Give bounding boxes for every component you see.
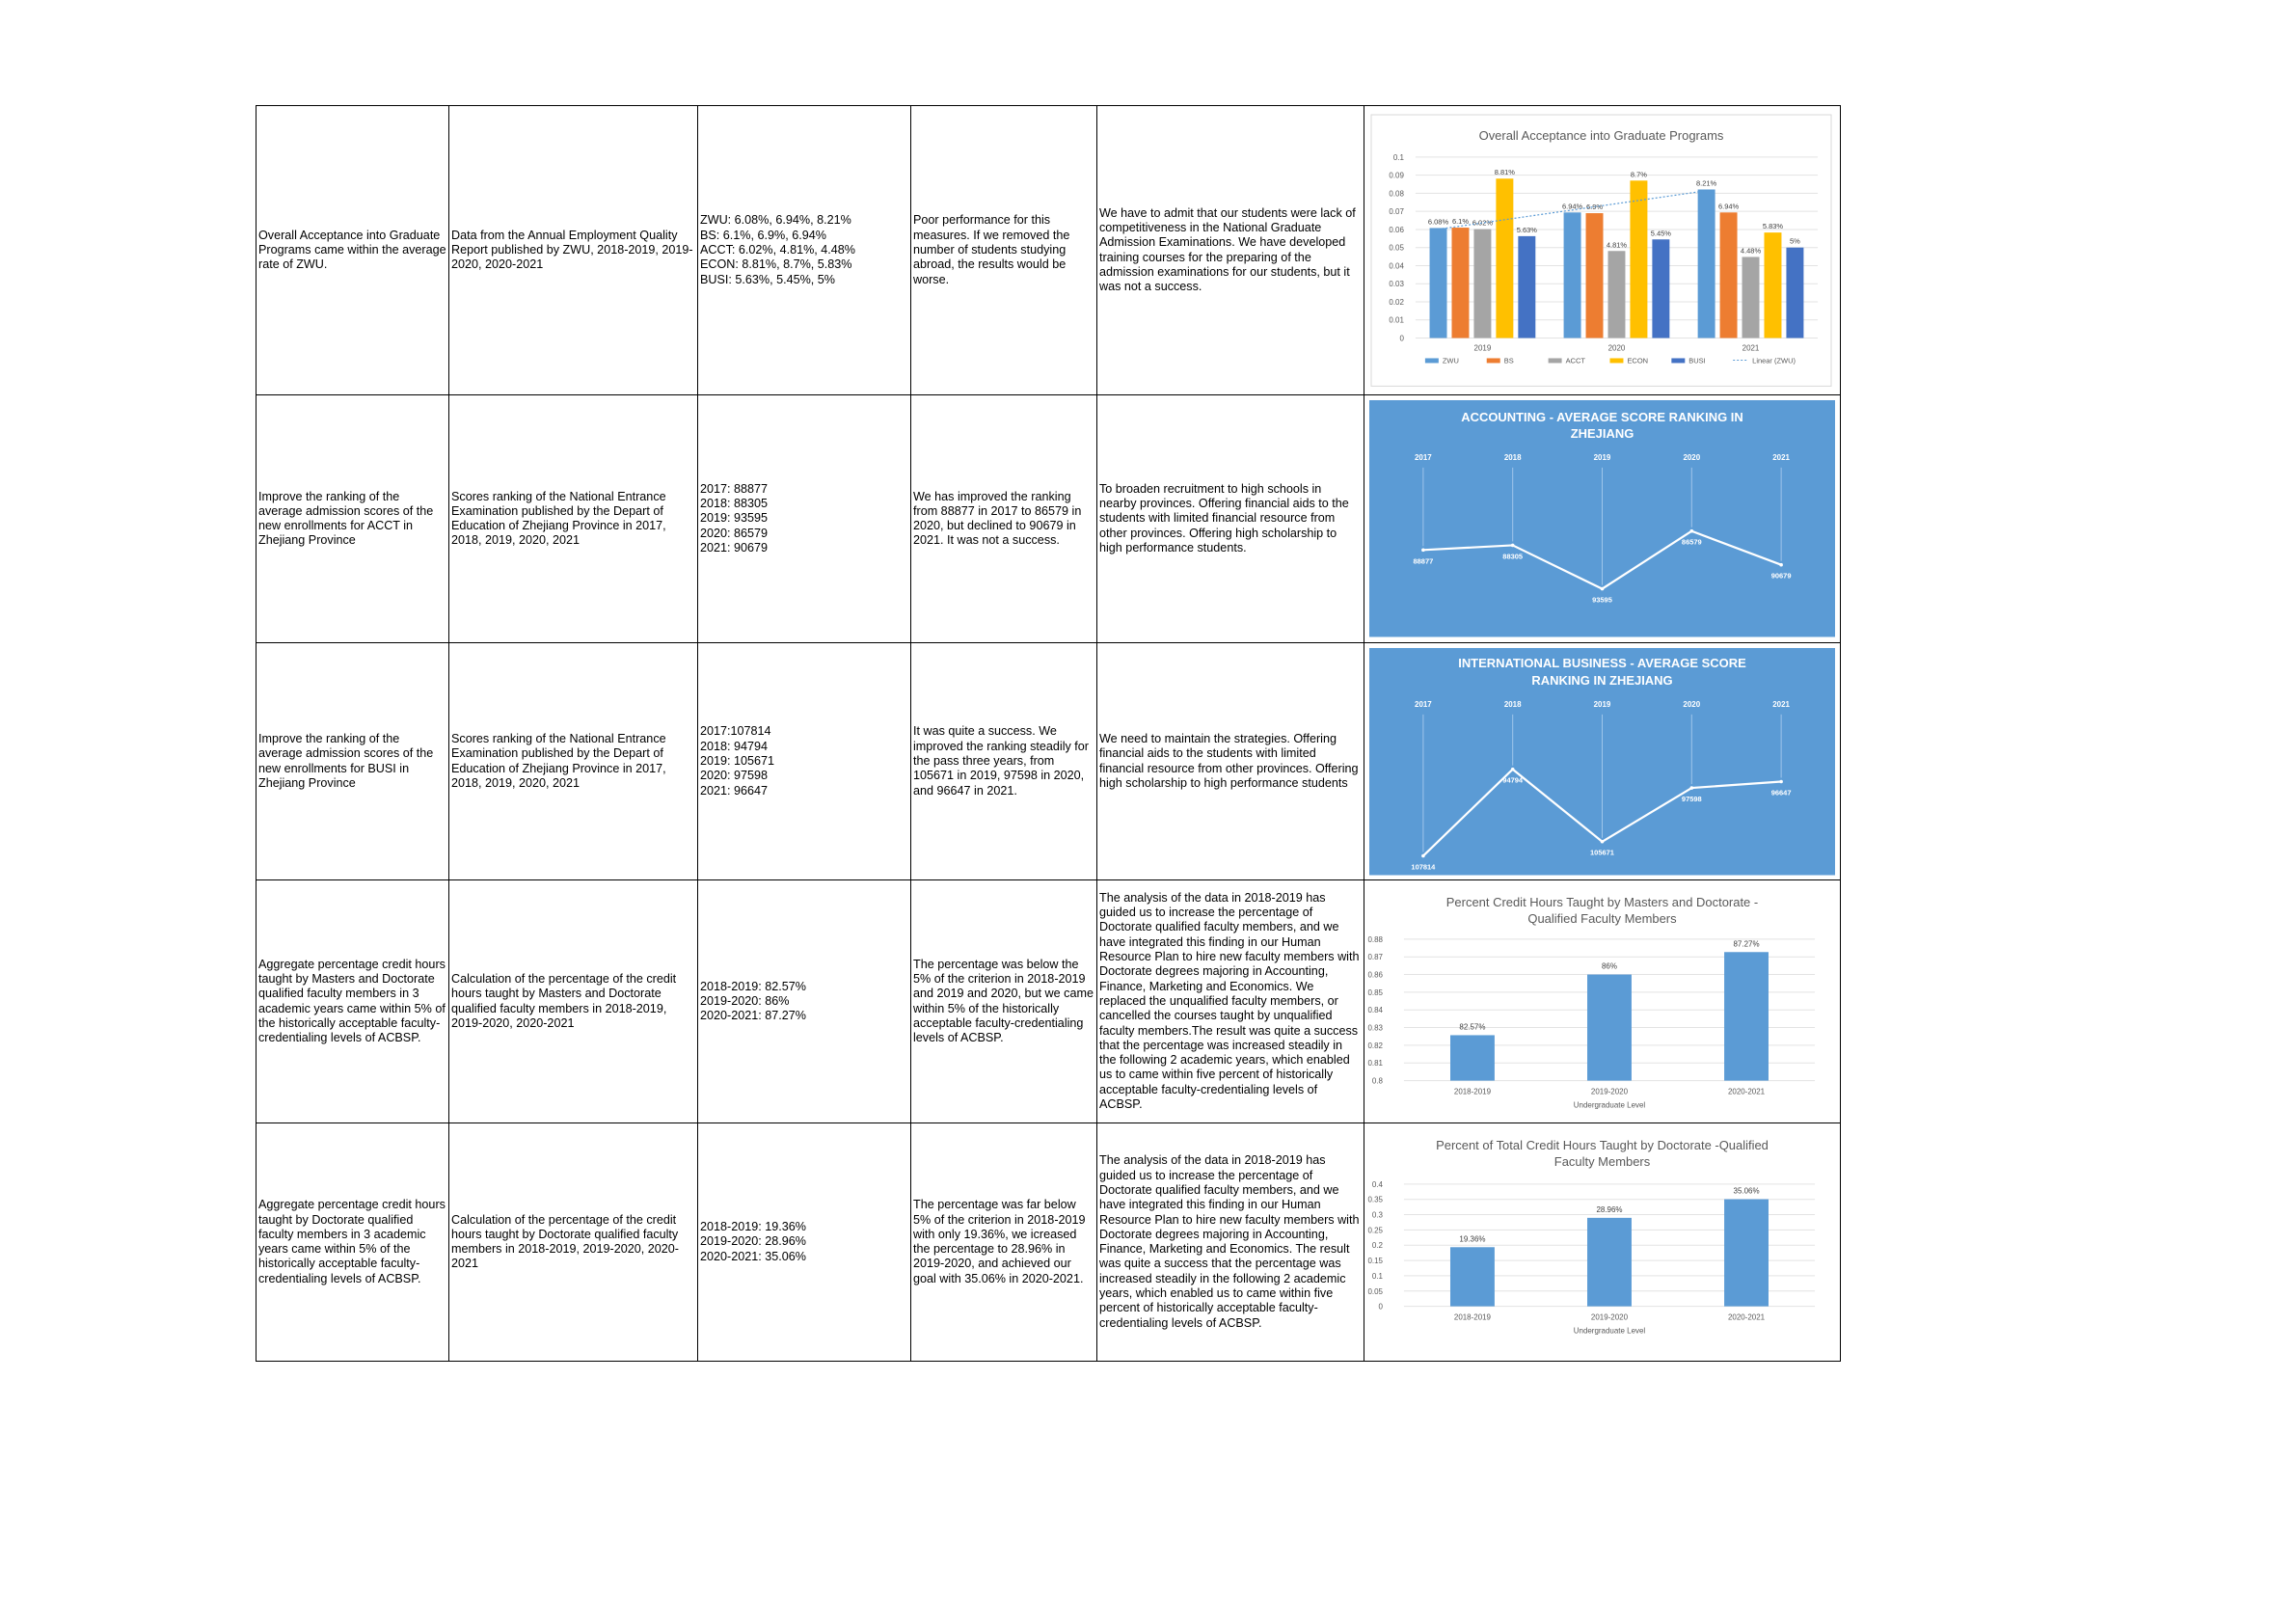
chart-cell	[1364, 106, 1841, 395]
x-tick-label: 2021	[1772, 453, 1790, 463]
legend-swatch	[1671, 358, 1685, 363]
y-tick-label: 0.1	[1371, 1271, 1383, 1281]
busi-ranking-line-chart	[1367, 646, 1837, 878]
data-label: 4.81%	[1606, 240, 1628, 250]
bar-bs	[1720, 212, 1738, 338]
y-tick-label: 0.87	[1367, 953, 1383, 962]
data-label: 6.08%	[1427, 217, 1449, 227]
data-text: 2017:107814 2018: 94794 2019: 105671 2020: 97598 2021: 96647	[700, 724, 775, 798]
source-cell	[449, 395, 698, 642]
x-tick-label: 2020	[1683, 699, 1701, 709]
data-label: 86%	[1602, 961, 1617, 971]
bar-busi	[1518, 236, 1535, 338]
y-tick-label: 0.05	[1367, 1286, 1383, 1296]
y-tick-label: 0.88	[1367, 935, 1383, 945]
data-label: 86579	[1681, 538, 1702, 548]
bar-econ	[1496, 178, 1513, 338]
analysis-text: It was quite a success. We improved the ranking steadily for the pass three years, from 105671 in 2019, 97598 in 2020, and 96647 in 2021.	[913, 724, 1090, 798]
data-label: 8.7%	[1630, 170, 1647, 179]
analysis-cell	[911, 395, 1097, 642]
analysis-text: We has improved the ranking from 88877 in 2017 to 86579 in 2020, but declined to 90679 in 2021. It was not a success.	[913, 489, 1082, 548]
data-label: 87.27%	[1733, 939, 1760, 949]
x-tick-label: 2020-2021	[1727, 1312, 1766, 1322]
table-row	[257, 106, 1841, 395]
source-cell	[449, 1123, 698, 1362]
outcome-text: Aggregate percentage credit hours taught by Masters and Doctorate qualified faculty members in 3 academic years came within 5% of the historically acceptable faculty-credentialing levels of ACBSP.	[258, 957, 446, 1045]
data-text: 2018-2019: 19.36% 2019-2020: 28.96% 2020-2021: 35.06%	[700, 1220, 806, 1263]
y-tick-label: 0.4	[1371, 1179, 1383, 1189]
data-point	[1421, 549, 1425, 553]
x-tick-label: 2019	[1593, 699, 1611, 709]
y-tick-label: 0.15	[1367, 1256, 1383, 1265]
legend-swatch	[1609, 358, 1623, 363]
y-tick-label: 0.1	[1392, 152, 1404, 162]
x-tick-label: 2019-2020	[1590, 1087, 1629, 1096]
bar	[1450, 1036, 1495, 1081]
outcome-text: Improve the ranking of the average admission scores of the new enrollments for BUSI in Zhejiang Province	[258, 732, 434, 790]
action-text: The analysis of the data in 2018-2019 has guided us to increase the percentage of Doctorate qualified faculty members, and we have integrated this finding in our Human Resource Plan to hire new faculty members with Doctorate degrees majoring in Accounting, Finance, Marketing and Economics. The result was quite a success that the percentage was increased steadily in the following 2 academic years, which enabled us to came within five percent of historically acceptable faculty-credentialing levels of ACBSP.	[1099, 1153, 1360, 1330]
table-row	[257, 395, 1841, 642]
data-label: 82.57%	[1459, 1022, 1486, 1032]
y-tick-label: 0.82	[1367, 1041, 1383, 1051]
data-text: ZWU: 6.08%, 6.94%, 8.21% BS: 6.1%, 6.9%, 6.94% ACCT: 6.02%, 4.81%, 4.48% ECON: 8.81%, 8.7%, 5.83% BUSI: 5.63%, 5.45%, 5%	[700, 213, 856, 286]
data-cell	[698, 1123, 911, 1362]
data-cell	[698, 642, 911, 880]
source-cell	[449, 880, 698, 1123]
data-point	[1601, 587, 1605, 591]
y-tick-label: 0	[1378, 1302, 1383, 1312]
data-point	[1511, 544, 1515, 548]
chart-cell	[1364, 1123, 1841, 1362]
outcome-cell	[257, 395, 449, 642]
legend-label: BS	[1503, 356, 1514, 365]
bar-busi	[1652, 239, 1669, 338]
analysis-cell	[911, 642, 1097, 880]
action-text: The analysis of the data in 2018-2019 has guided us to increase the percentage of Doctorate qualified faculty members, and we have integrated this finding in our Human Resource Plan to hire new faculty members with Doctorate degrees majoring in Accounting, Finance, Marketing and Economics. We replaced the unqualified faculty members, or cancelled the courses taught by unqualified faculty members.The result was quite a success that the percentage was increased steadily in the following 2 academic years, which enabled us to came within five percent of historically acceptable faculty-credentialing levels of ACBSP.	[1099, 890, 1360, 1112]
outcome-cell	[257, 642, 449, 880]
source-text: Scores ranking of the National Entrance Examination published by the Depart of Education of Zhejiang Province in 2017, 2018, 2019, 2020, 2021	[451, 732, 666, 790]
chart-cell	[1364, 880, 1841, 1123]
analysis-text: The percentage was far below 5% of the criterion in 2018-2019 with only 19.36%, we icreased the percentage to 28.96% in 2019-2020, and achieved our goal with 35.06% in 2020-2021.	[913, 1198, 1086, 1285]
y-tick-label: 0.06	[1389, 225, 1404, 234]
bar-acct	[1742, 257, 1760, 338]
y-tick-label: 0.85	[1367, 988, 1383, 998]
x-tick-label: 2018	[1503, 453, 1522, 463]
y-tick-label: 0.08	[1389, 189, 1404, 199]
chart-title-line-1: Percent of Total Credit Hours Taught by Doctorate -Qualified	[1436, 1137, 1769, 1152]
data-point	[1511, 768, 1515, 771]
x-axis-label: Undergraduate Level	[1573, 1100, 1646, 1110]
chart-title: Overall Acceptance into Graduate Programs	[1478, 127, 1724, 143]
x-tick-label: 2019	[1473, 343, 1492, 353]
legend-label: Linear (ZWU)	[1752, 356, 1796, 365]
y-tick-label: 0.07	[1389, 207, 1404, 217]
data-label: 8.81%	[1494, 168, 1515, 177]
chart-title-line-2: Qualified Faculty Members	[1527, 911, 1677, 927]
source-text: Calculation of the percentage of the credit hours taught by Masters and Doctorate qualified faculty members in 2018-2019, 2019-2020, 2020-2021	[451, 972, 677, 1030]
action-cell	[1097, 395, 1364, 642]
x-tick-label: 2021	[1772, 699, 1790, 709]
source-text: Data from the Annual Employment Quality Report published by ZWU, 2018-2019, 2019-2020, 2020-2021	[451, 228, 693, 272]
x-tick-label: 2019	[1593, 453, 1611, 463]
x-tick-label: 2020	[1607, 343, 1626, 353]
source-cell	[449, 642, 698, 880]
bar	[1724, 953, 1769, 1081]
data-label: 19.36%	[1459, 1234, 1486, 1244]
x-axis-label: Undergraduate Level	[1573, 1326, 1646, 1336]
data-label: 105671	[1590, 848, 1614, 857]
data-label: 4.48%	[1740, 246, 1762, 256]
bar-bs	[1586, 213, 1604, 338]
action-cell	[1097, 106, 1364, 395]
outcome-cell	[257, 1123, 449, 1362]
data-text: 2017: 88877 2018: 88305 2019: 93595 2020: 86579 2021: 90679	[700, 481, 769, 555]
y-tick-label: 0.35	[1367, 1195, 1383, 1204]
x-tick-label: 2017	[1415, 453, 1432, 463]
chart-cell	[1364, 395, 1841, 642]
chart-title-line-2: Faculty Members	[1553, 1153, 1651, 1169]
legend-swatch	[1549, 358, 1562, 363]
analysis-cell	[911, 880, 1097, 1123]
action-cell	[1097, 880, 1364, 1123]
bar-acct	[1607, 251, 1625, 338]
action-text: To broaden recruitment to high schools in nearby provinces. Offering financial aids to the students with limited financial resource from other provinces. Offering high scholarship to high performance students.	[1099, 481, 1349, 555]
y-tick-label: 0.01	[1389, 315, 1404, 325]
x-tick-label: 2020	[1683, 453, 1701, 463]
y-tick-label: 0.02	[1389, 297, 1404, 307]
y-tick-label: 0.3	[1371, 1210, 1383, 1220]
action-text: We have to admit that our students were lack of competitiveness in the National Graduate Admission Examinations. We have developed training courses for the preparing of the admission examinations for our students, but it was not a success.	[1099, 205, 1356, 294]
analysis-cell	[911, 1123, 1097, 1362]
data-label: 6.1%	[1451, 217, 1469, 227]
legend-swatch	[1487, 358, 1500, 363]
analysis-cell	[911, 106, 1097, 395]
bar-econ	[1764, 232, 1781, 338]
bar	[1587, 975, 1632, 1081]
y-tick-label: 0.09	[1389, 171, 1404, 180]
outcome-text: Aggregate percentage credit hours taught by Doctorate qualified faculty members in 3 academic years came within 5% of the historically acceptable faculty-credentialing levels of ACBSP.	[258, 1198, 446, 1285]
table-row	[257, 642, 1841, 880]
y-tick-label: 0.83	[1367, 1023, 1383, 1033]
data-label: 6.9%	[1586, 203, 1604, 212]
outcome-text: Improve the ranking of the average admission scores of the new enrollments for ACCT in Zhejiang Province	[258, 489, 434, 548]
bar-busi	[1786, 248, 1803, 338]
y-tick-label: 0.05	[1389, 243, 1404, 253]
x-tick-label: 2019-2020	[1590, 1312, 1629, 1322]
y-tick-label: 0.84	[1367, 1006, 1383, 1015]
data-label: 93595	[1592, 595, 1612, 605]
bar-zwu	[1564, 212, 1581, 338]
source-text: Calculation of the percentage of the credit hours taught by Doctorate qualified faculty members in 2018-2019, 2019-2020, 2020-2021	[451, 1212, 679, 1271]
y-tick-label: 0	[1399, 334, 1404, 343]
source-text: Scores ranking of the National Entrance Examination published by the Depart of Education of Zhejiang Province in 2017, 2018, 2019, 2020, 2021	[451, 489, 666, 548]
chart-cell	[1364, 642, 1841, 880]
x-tick-label: 2017	[1415, 699, 1432, 709]
data-label: 35.06%	[1733, 1186, 1760, 1196]
data-label: 96647	[1770, 788, 1792, 798]
bar	[1450, 1247, 1495, 1306]
bar-zwu	[1430, 228, 1447, 338]
bar	[1724, 1199, 1769, 1306]
data-label: 107814	[1411, 862, 1436, 872]
analysis-text: The percentage was below the 5% of the criterion in 2018-2019 and 2019 and 2020, but we came within 5% of the historically acceptable faculty-credentialing levels of ACBSP.	[913, 957, 1094, 1045]
data-label: 6.02%	[1472, 218, 1494, 228]
data-label: 5.83%	[1762, 222, 1784, 231]
action-cell	[1097, 642, 1364, 880]
data-cell	[698, 106, 911, 395]
data-label: 90679	[1770, 572, 1792, 582]
table-row	[257, 1123, 1841, 1362]
data-point	[1690, 529, 1694, 533]
chart-title-line-1: INTERNATIONAL BUSINESS - AVERAGE SCORE	[1458, 655, 1746, 670]
outcome-cell	[257, 106, 449, 395]
data-text: 2018-2019: 82.57% 2019-2020: 86% 2020-2021: 87.27%	[700, 979, 806, 1023]
data-label: 28.96%	[1596, 1204, 1623, 1214]
data-label: 94794	[1502, 775, 1524, 785]
y-tick-label: 0.04	[1389, 261, 1404, 271]
y-tick-label: 0.8	[1371, 1076, 1383, 1086]
data-label: 5%	[1790, 236, 1800, 246]
data-label: 97598	[1681, 794, 1702, 803]
outcome-cell	[257, 880, 449, 1123]
data-label: 5.63%	[1516, 225, 1537, 234]
table-row	[257, 880, 1841, 1123]
data-label: 88877	[1413, 556, 1434, 566]
data-point	[1601, 840, 1605, 844]
y-tick-label: 0.86	[1367, 970, 1383, 980]
x-tick-label: 2018	[1503, 699, 1522, 709]
acct-ranking-line-chart	[1367, 398, 1837, 638]
legend-label: BUSI	[1688, 356, 1706, 365]
data-point	[1779, 780, 1783, 784]
x-tick-label: 2018-2019	[1453, 1087, 1492, 1096]
bar-acct	[1473, 230, 1491, 338]
data-label: 5.45%	[1650, 229, 1671, 238]
legend-label: ZWU	[1442, 356, 1459, 365]
legend-label: ACCT	[1565, 356, 1585, 365]
outcome-text: Overall Acceptance into Graduate Programs came within the average rate of ZWU.	[258, 228, 446, 272]
x-tick-label: 2021	[1742, 343, 1760, 353]
chart-title-line-1: ACCOUNTING - AVERAGE SCORE RANKING IN	[1461, 410, 1743, 425]
analysis-text: Poor performance for this measures. If we removed the number of students studying abroad, the results would be worse.	[913, 213, 1070, 286]
x-tick-label: 2020-2021	[1727, 1087, 1766, 1096]
action-text: We need to maintain the strategies. Offering financial aids to the students with limited financial resource from other provinces. Offering high scholarship to high performance students	[1099, 732, 1359, 790]
chart-title-line-2: ZHEJIANG	[1570, 426, 1634, 442]
data-cell	[698, 395, 911, 642]
bar-bs	[1451, 228, 1469, 338]
x-tick-label: 2018-2019	[1453, 1312, 1492, 1322]
legend-label: ECON	[1627, 356, 1649, 365]
data-point	[1421, 854, 1425, 858]
data-point	[1779, 563, 1783, 567]
data-label: 8.21%	[1696, 178, 1717, 188]
assessment-report-table	[256, 105, 1841, 1362]
action-cell	[1097, 1123, 1364, 1362]
y-tick-label: 0.25	[1367, 1226, 1383, 1235]
source-cell	[449, 106, 698, 395]
bar-econ	[1630, 180, 1647, 338]
data-label: 6.94%	[1717, 202, 1740, 211]
data-point	[1690, 786, 1694, 790]
legend-swatch	[1425, 358, 1439, 363]
y-tick-label: 0.81	[1367, 1059, 1383, 1068]
y-tick-label: 0.03	[1389, 280, 1404, 289]
doctorate-bar-chart	[1367, 1126, 1837, 1359]
masters-doctorate-bar-chart	[1367, 883, 1837, 1119]
bar	[1587, 1218, 1632, 1307]
chart-title-line-2: RANKING IN ZHEJIANG	[1531, 672, 1673, 688]
data-cell	[698, 880, 911, 1123]
data-label: 88305	[1502, 552, 1524, 561]
data-label: 6.94%	[1561, 202, 1583, 211]
acceptance-bar-chart	[1367, 109, 1837, 392]
y-tick-label: 0.2	[1371, 1241, 1383, 1251]
bar-zwu	[1698, 189, 1715, 338]
chart-title-line-1: Percent Credit Hours Taught by Masters and Doctorate -	[1445, 895, 1759, 910]
